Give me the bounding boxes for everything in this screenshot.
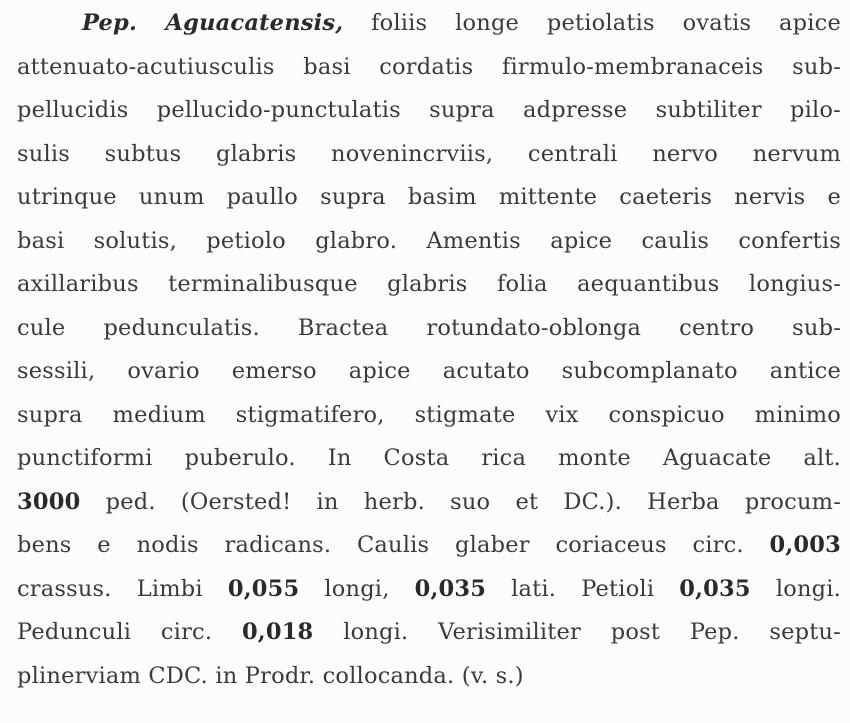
- text-fragment: lati. Petioli: [511, 575, 655, 602]
- blade-width-value: 0,035: [414, 575, 487, 602]
- text-line: cule pedunculatis. Bractea rotundato-oblonga centro sub-: [17, 314, 841, 341]
- stem-thickness-value: 0,003: [769, 532, 841, 558]
- text-line: [17, 611, 841, 655]
- text-fragment: crassus. Limbi: [17, 575, 203, 602]
- text-line: attenuato-acutiusculis basi cordatis firmulo-membranaceis sub-: [17, 53, 841, 80]
- petiole-length-value: 0,035: [679, 575, 751, 602]
- text-fragment: ped. (Oersted! in herb. suo et DC.). Herba procum-: [105, 488, 841, 515]
- text-line: basi solutis, petiolo glabro. Amentis apice caulis confertis: [17, 227, 841, 254]
- text-line: sulis subtus glabris novenincrviis, centrali nervo nervum: [17, 140, 841, 167]
- species-name: Pep. Aguacatensis,: [82, 10, 344, 36]
- text-fragment: longi. Verisimiliter post Pep. septu-: [343, 619, 841, 645]
- blade-length-value: 0,055: [227, 575, 300, 602]
- text-fragment: foliis longe petiolatis ovatis apice: [371, 10, 841, 36]
- text-line: [17, 481, 841, 525]
- text-line: [17, 524, 841, 568]
- peduncle-length-value: 0,018: [241, 619, 314, 645]
- text-fragment: bens e nodis radicans. Caulis glaber coriaceus circ.: [17, 532, 744, 558]
- text-fragment: longi.: [775, 575, 842, 602]
- text-fragment: Pedunculi circ.: [17, 619, 213, 645]
- text-line: sessili, ovario emerso apice acutato subcomplanato antice: [17, 358, 841, 384]
- text-line: punctiformi puberulo. In Costa rica monte Aguacate alt.: [17, 445, 841, 471]
- species-description: [17, 2, 841, 698]
- text-line: supra medium stigmatifero, stigmate vix conspicuo minimo: [17, 401, 841, 428]
- text-line: pellucidis pellucido-punctulatis supra adpresse subtiliter pilo-: [17, 97, 841, 123]
- text-line: plinerviam CDC. in Prodr. collocanda. (v. s.): [17, 662, 524, 689]
- text-line: axillaribus terminalibusque glabris folia aequantibus longius-: [17, 271, 841, 297]
- text-fragment: longi,: [324, 575, 390, 602]
- text-line: [17, 2, 841, 46]
- altitude-value: 3000: [17, 488, 81, 515]
- text-line: [17, 568, 841, 612]
- text-line: utrinque unum paullo supra basim mittente caeteris nervis e: [17, 184, 841, 210]
